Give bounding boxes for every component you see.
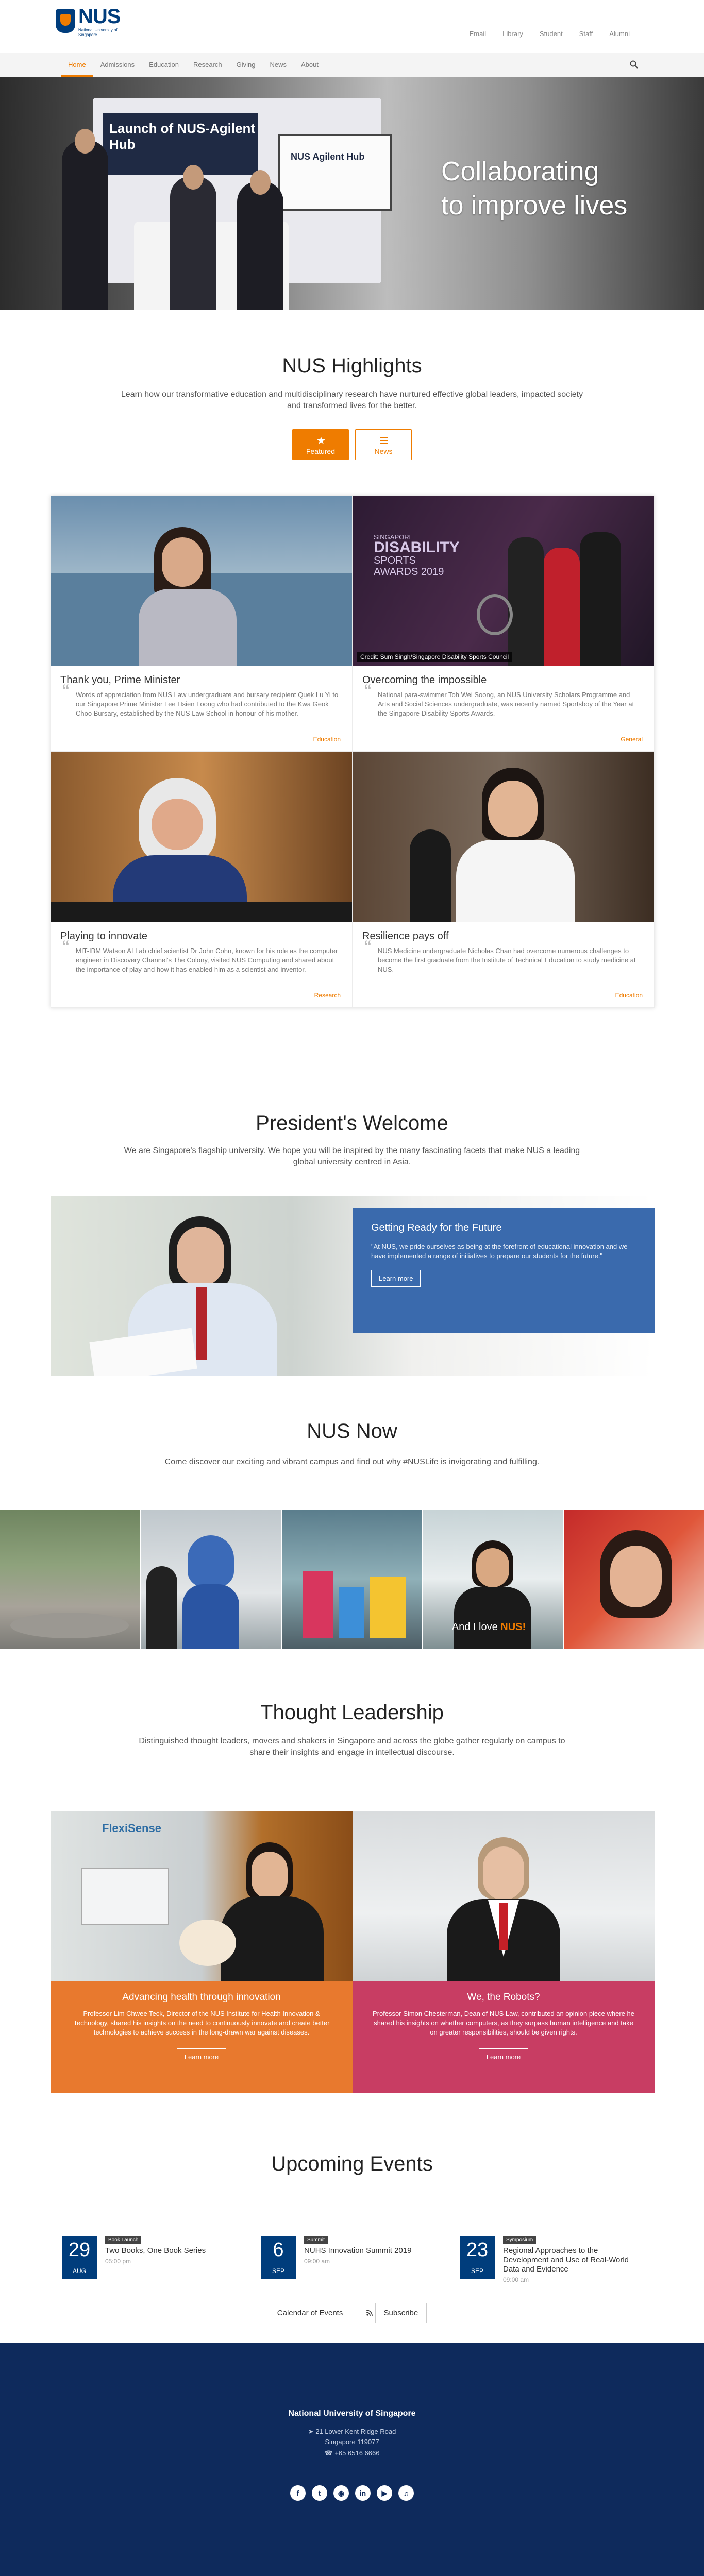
lion-mascot-head: [188, 1535, 234, 1587]
event-date: [261, 2236, 296, 2279]
student-face: [610, 1546, 662, 1607]
footer-address-line2: Singapore 119077: [325, 2438, 379, 2446]
linkedin-icon[interactable]: in: [355, 2485, 371, 2501]
nus-now-lead: Come discover our exciting and vibrant campus and find out why #NUSLife is invigorating and fulfilling.: [164, 1458, 540, 1466]
events-title: Upcoming Events: [271, 2153, 433, 2175]
highlight-card[interactable]: [51, 496, 353, 752]
highlight-card[interactable]: [353, 752, 655, 1008]
nav-item-research[interactable]: Research: [193, 61, 222, 69]
location-icon: ➤: [308, 2428, 314, 2435]
events-actions: [0, 2303, 704, 2323]
event-month: SEP: [265, 2264, 292, 2275]
highlight-quote: “ Words of appreciation from NUS Law undergraduate and bursary recipient Quek Lu Yi to our Singapore Prime Minister Lee Hsien Loong who had contributed to the Kwa Geok Choo Bursary, established by the NUS Law School in honour of his mother.: [76, 690, 341, 718]
event-category: Book Launch: [105, 2236, 141, 2244]
thought-card[interactable]: [353, 1811, 655, 2093]
hero-banner[interactable]: [0, 77, 704, 310]
person-suit: [580, 532, 621, 666]
award-text-3: SPORTS: [374, 555, 416, 566]
learn-more-button[interactable]: Learn more: [371, 1270, 421, 1287]
event-time: 09:00 am: [503, 2276, 529, 2283]
youtube-icon[interactable]: ▶: [377, 2485, 392, 2501]
highlight-photo: [353, 752, 654, 922]
photo-tile-campus-walk[interactable]: [0, 1510, 141, 1649]
photo-tile-student-smile[interactable]: [423, 1510, 564, 1649]
tab-featured[interactable]: [292, 429, 349, 460]
speaker-face: [252, 1852, 288, 1899]
nus-now-section: [0, 1412, 704, 1676]
event-time: 09:00 am: [304, 2258, 330, 2265]
nus-now-title: NUS Now: [307, 1420, 397, 1443]
event-date: [460, 2236, 495, 2279]
person-friend: [410, 829, 451, 922]
photo-tile-letters-sculpture[interactable]: [282, 1510, 423, 1649]
header: [0, 0, 704, 53]
president-box-title: Getting Ready for the Future: [371, 1222, 502, 1233]
president-section: [0, 1070, 704, 1412]
thought-photo: [51, 1811, 353, 1981]
subscribe-label: Subscribe: [375, 2303, 427, 2323]
speaker-tie: [499, 1903, 508, 1950]
highlights-toggle: [0, 429, 704, 460]
thought-card-body: [353, 1981, 655, 2093]
highlight-photo: [51, 752, 352, 922]
thought-card-title: Advancing health through innovation: [122, 1992, 281, 2003]
speaker-face: [483, 1846, 524, 1900]
highlight-card[interactable]: [51, 752, 353, 1008]
utility-link-alumni[interactable]: Alumni: [609, 30, 630, 38]
utility-link-student[interactable]: Student: [539, 30, 563, 38]
photo-tile-mascot[interactable]: [141, 1510, 282, 1649]
thought-title: Thought Leadership: [260, 1701, 444, 1724]
highlight-photo: [353, 496, 654, 666]
hero-person: [237, 181, 283, 310]
president-lead: We are Singapore's flagship university. We hope you will be inspired by the many fascinating facets that make NUS a leading global university centred in Asia.: [124, 1146, 580, 1166]
nus-logo[interactable]: [56, 7, 123, 40]
tab-featured-label: Featured: [306, 447, 336, 455]
social-links: [0, 2485, 704, 2501]
hero-screen-text: NUS Agilent Hub: [291, 151, 365, 162]
highlight-quote: “ MIT-IBM Watson AI Lab chief scientist Dr John Cohn, known for his role as the computer engineer in Discovery Channel's The Colony, visited NUS Computing and shared about the importance of play and how it has enabled him as a scientist and inventor.: [76, 946, 341, 974]
search-icon[interactable]: [630, 60, 638, 69]
nav-item-about[interactable]: About: [301, 61, 319, 69]
highlight-photo: [51, 496, 352, 666]
photo-caption-brand: NUS!: [500, 1621, 526, 1633]
nav-item-education[interactable]: Education: [149, 61, 179, 69]
thought-card-text: Professor Lim Chwee Teck, Director of the NUS Institute for Health Innovation & Technology, shared his insights on the need to continuously innovate and create better technologies to achieve success in the long-drawn war against diseases.: [73, 2010, 330, 2036]
president-message-box: [353, 1208, 655, 1333]
letter-block: [370, 1577, 406, 1638]
hero-headline-line2: to improve lives: [441, 191, 628, 221]
event-name[interactable]: Regional Approaches to the Development and Use of Real-World Data and Evidence: [503, 2246, 629, 2274]
president-face: [177, 1227, 224, 1286]
highlight-title: Overcoming the impossible: [362, 674, 487, 686]
nav-item-home[interactable]: Home: [61, 53, 93, 77]
photo-credit: Credit: Sum Singh/Singapore Disability Sports Council: [357, 652, 512, 662]
event-time: 05:00 pm: [105, 2258, 131, 2265]
highlight-tag[interactable]: Research: [314, 992, 341, 999]
footer-phone: [0, 2449, 704, 2458]
footer-phone-number[interactable]: +65 6516 6666: [334, 2449, 380, 2457]
wheelchair-wheel: [477, 594, 513, 635]
subscribe-button[interactable]: [358, 2303, 435, 2323]
thought-card[interactable]: [51, 1811, 353, 2093]
tab-news[interactable]: [355, 429, 412, 460]
person-body: [139, 589, 237, 666]
hero-banner-text: Launch of NUS-Agilent Hub: [109, 121, 256, 152]
poster-panel: [81, 1868, 169, 1925]
main-nav: [0, 53, 704, 77]
student-figure: [146, 1566, 177, 1649]
speaker-suit: [221, 1896, 324, 1981]
letter-block: [303, 1571, 333, 1638]
event-month: AUG: [66, 2264, 93, 2275]
hero-person: [62, 140, 108, 310]
award-backdrop-text: [374, 532, 460, 578]
highlight-title: Thank you, Prime Minister: [60, 674, 180, 686]
president-box-text: "At NUS, we pride ourselves as being at the forefront of educational innovation and we have implemented a range of initiatives to prepare our students for the future.": [371, 1243, 628, 1260]
desk-laptop: [51, 902, 352, 922]
photo-caption: [452, 1621, 526, 1633]
utility-nav: [461, 30, 638, 38]
poster-text: FlexiSense: [102, 1822, 161, 1835]
learn-more-button[interactable]: Learn more: [177, 2048, 226, 2065]
highlight-tag[interactable]: Education: [615, 992, 643, 999]
hero-person: [170, 176, 216, 310]
photo-strip: [0, 1510, 704, 1649]
event-category: Summit: [304, 2236, 328, 2244]
thought-leadership-section: [0, 1676, 704, 2088]
thought-lead: Distinguished thought leaders, movers and shakers in Singapore and across the globe gather regularly on campus to share their insights and engage in intellectual discourse.: [139, 1737, 565, 1757]
highlight-title: Resilience pays off: [362, 930, 449, 942]
document-paper: [89, 1328, 197, 1376]
star-icon: [317, 437, 325, 444]
utility-link-staff[interactable]: Staff: [579, 30, 593, 38]
person-face: [152, 799, 203, 850]
award-text-1: SINGAPORE: [374, 533, 414, 541]
thought-card-body: [51, 1981, 353, 2093]
highlight-tag[interactable]: General: [621, 736, 643, 743]
student-shirt: [451, 1587, 531, 1649]
person-red-dress: [544, 548, 580, 666]
logo-text: NUS: [78, 5, 121, 28]
nav-item-admissions[interactable]: Admissions: [100, 61, 135, 69]
event-day: 6: [273, 2239, 284, 2261]
footer-org-name: National University of Singapore: [288, 2409, 416, 2418]
thought-card-title: We, the Robots?: [467, 1992, 540, 2003]
lion-mascot-body: [182, 1584, 239, 1649]
person-face: [162, 537, 203, 587]
logo-subtitle: National University of Singapore: [78, 28, 118, 37]
rss-icon: [366, 2310, 373, 2316]
event-item[interactable]: [261, 2236, 436, 2282]
person-suit: [508, 537, 544, 666]
highlight-title: Playing to innovate: [60, 930, 148, 942]
thought-photo: [353, 1811, 655, 1981]
person-white-coat: [456, 840, 575, 922]
photo-caption-text: And I love: [451, 1621, 498, 1633]
hero-person-head: [250, 170, 271, 195]
award-text-4: AWARDS 2019: [374, 566, 444, 578]
hero-launch-banner: [103, 113, 258, 175]
highlight-quote: “ NUS Medicine undergraduate Nicholas Chan had overcome numerous challenges to become the first graduate from the Institute of Technical Education to study medicine at NUS.: [378, 946, 643, 974]
student-face: [476, 1548, 509, 1587]
highlight-tag[interactable]: Education: [313, 736, 341, 743]
event-item[interactable]: [62, 2236, 237, 2282]
twitter-icon[interactable]: t: [312, 2485, 327, 2501]
event-month: SEP: [464, 2264, 491, 2275]
highlights-title: NUS Highlights: [282, 354, 422, 377]
list-icon: [380, 437, 388, 444]
learn-more-button[interactable]: Learn more: [479, 2048, 528, 2065]
instagram-icon[interactable]: ◉: [333, 2485, 349, 2501]
events-section: [0, 2088, 704, 2343]
president-tie: [196, 1287, 207, 1360]
president-title: President's Welcome: [256, 1112, 448, 1134]
footer-address: [0, 2428, 704, 2436]
event-item[interactable]: [460, 2236, 635, 2282]
facebook-icon[interactable]: f: [290, 2485, 306, 2501]
event-name[interactable]: NUHS Innovation Summit 2019: [304, 2246, 412, 2255]
hero-screen: [278, 134, 392, 211]
award-text-2: DISABILITY: [374, 539, 460, 556]
highlights-grid: [51, 496, 655, 1008]
highlights-lead: Learn how our transformative education and multidisciplinary research have nurtured effective global leaders, impacted society and transformed lives for the better.: [121, 390, 583, 410]
event-category: Symposium: [503, 2236, 536, 2244]
device-prototype: [179, 1920, 236, 1966]
hero-person-head: [183, 165, 204, 190]
event-day: 29: [68, 2239, 91, 2261]
highlight-quote: “ National para-swimmer Toh Wei Soong, an NUS University Scholars Programme and Arts and Social Sciences undergraduate, was recently named Sportsboy of the Year at the Singapore Disability Sports Awards.: [378, 690, 643, 718]
event-name[interactable]: Two Books, One Book Series: [105, 2246, 206, 2255]
event-date: [62, 2236, 97, 2279]
utility-link-email[interactable]: Email: [469, 30, 487, 38]
hero-headline: [441, 155, 627, 223]
utility-link-library[interactable]: Library: [502, 30, 523, 38]
highlight-card[interactable]: [353, 496, 655, 752]
footer: [0, 2343, 704, 2576]
highlights-section: [0, 310, 704, 1070]
nav-item-news[interactable]: News: [270, 61, 287, 69]
person-face: [488, 781, 538, 837]
phone-icon: ☎: [324, 2449, 333, 2457]
letter-block: [339, 1587, 364, 1638]
calendar-of-events-button[interactable]: Calendar of Events: [269, 2303, 352, 2323]
footer-address-line1: 21 Lower Kent Ridge Road: [315, 2428, 396, 2435]
tab-news-label: News: [374, 447, 393, 455]
walkway: [10, 1613, 129, 1638]
music-icon[interactable]: ♫: [398, 2485, 414, 2501]
photo-tile-student-laugh[interactable]: [564, 1510, 704, 1649]
crest-icon: [56, 9, 75, 33]
thought-card-text: Professor Simon Chesterman, Dean of NUS Law, contributed an opinion piece where he shared his insights on whether computers, as they surpass human intelligence and take on greater responsibilities, should be given rights.: [372, 2010, 634, 2036]
hero-person-head: [75, 129, 95, 154]
hero-headline-line1: Collaborating: [441, 157, 599, 187]
nav-item-giving[interactable]: Giving: [236, 61, 256, 69]
event-day: 23: [466, 2239, 489, 2261]
